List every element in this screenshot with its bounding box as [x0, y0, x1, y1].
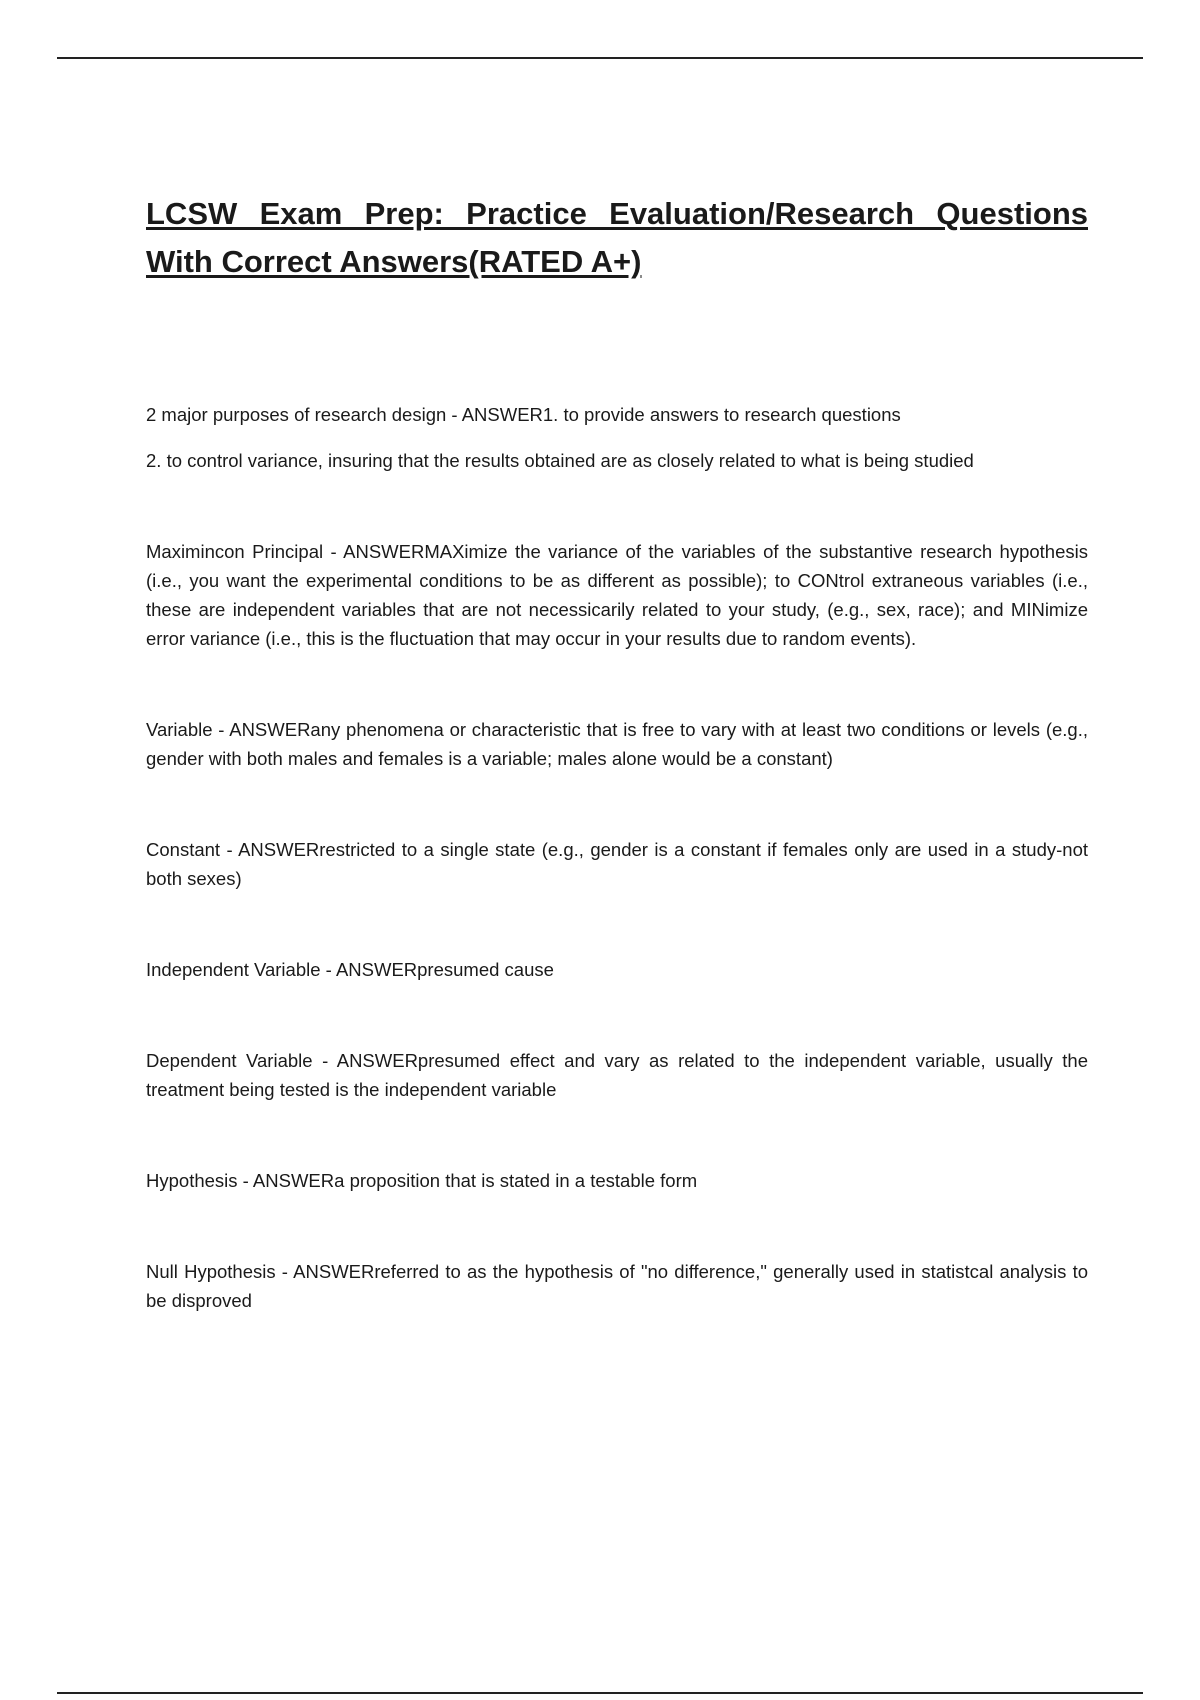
qa-entry-research-design-part-2: 2. to control variance, insuring that the results obtained are as closely related to what is being studied — [146, 450, 974, 471]
title-line-1: LCSW Exam Prep: Practice Evaluation/Research Questions — [146, 196, 1088, 231]
qa-entry-variable: Variable - ANSWERany phenomena or characteristic that is free to vary with at least two conditions or levels (e.g., gender with both males and females is a variable; males alone would be a constant) — [146, 719, 1088, 769]
qa-entry-dependent-variable: Dependent Variable - ANSWERpresumed effect and vary as related to the independent variable, usually the treatment being tested is the independent variable — [146, 1050, 1088, 1100]
qa-entry-hypothesis: Hypothesis - ANSWERa proposition that is stated in a testable form — [146, 1170, 698, 1191]
document-title — [146, 190, 1088, 286]
qa-entry-maximincon: Maximincon Principal - ANSWERMAXimize the variance of the variables of the substantive research hypothesis (i.e., you want the experimental conditions to be as different as possible); to CONtrol extraneous variables (i.e., these are independent variables that are not necessicarily related to your study, (e.g., sex, race); and MINimize error variance (i.e., this is the fluctuation that may occur in your results due to random events). — [146, 541, 1088, 649]
bottom-rule — [57, 1692, 1143, 1694]
qa-entry-research-design: 2 major purposes of research design - ANSWER1. to provide answers to research questions — [146, 404, 901, 425]
qa-entry-null-hypothesis: Null Hypothesis - ANSWERreferred to as the hypothesis of "no difference," generally used in statistcal analysis to be disproved — [146, 1261, 1088, 1311]
title-line-2: With Correct Answers(RATED A+) — [146, 244, 642, 279]
qa-entry-independent-variable: Independent Variable - ANSWERpresumed cause — [146, 959, 554, 980]
qa-entry-constant: Constant - ANSWERrestricted to a single state (e.g., gender is a constant if females only are used in a study-not both sexes) — [146, 839, 1088, 889]
qa-list — [146, 400, 1088, 1315]
document-body — [146, 190, 1088, 1315]
top-rule — [57, 57, 1143, 59]
